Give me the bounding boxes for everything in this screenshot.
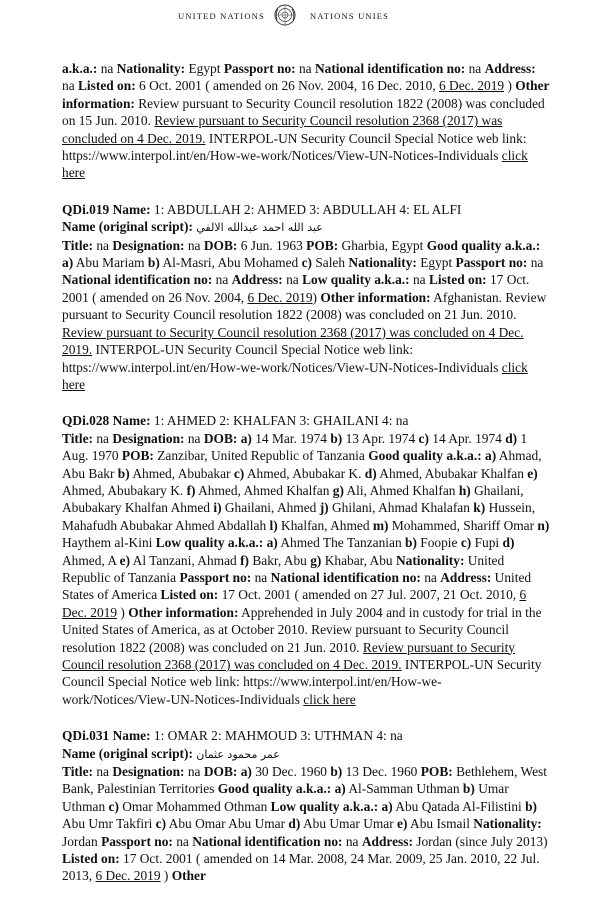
list-entry [62, 201, 550, 393]
alias-value: Hussein, Mahafudh Abubakar Ahmed Abdallah [62, 500, 536, 533]
alias-value: Al-Samman Uthman [345, 781, 463, 797]
original-script-name: عمر محمود عثمان [196, 747, 280, 761]
alias-key: h) [458, 482, 471, 498]
alias-value: Ahmed, Abubakar [129, 465, 234, 481]
alias-value: Khalfan, Ahmed [277, 517, 373, 533]
alias-key: l) [269, 517, 278, 533]
click-here-link[interactable]: click here [62, 359, 528, 392]
entry-ref: QDi.019 [62, 201, 110, 217]
click-here-link[interactable]: click here [303, 691, 356, 707]
alias-key: b) [405, 535, 417, 551]
alias-key: d) [364, 465, 377, 481]
list-entry [62, 60, 550, 182]
alias-value: Ghilani, Ahmad Khalafan [328, 500, 474, 516]
alias-value: Ahmed, Abubakar Khalfan [376, 465, 528, 481]
alias-value: Al Tanzani, Ahmad [130, 552, 241, 568]
alias-key: b) [525, 798, 538, 814]
alias-key: c) [155, 816, 167, 832]
alias-key: b) [462, 781, 475, 797]
alias-value: Khabar, Abu [321, 552, 396, 568]
amendment-date-link[interactable]: 6 Dec. 2019 [62, 587, 527, 620]
entry-ref: QDi.031 [62, 728, 110, 744]
alias-key: e) [119, 552, 131, 568]
alias-key: a) [266, 535, 278, 551]
page-header [0, 0, 600, 36]
original-script-name: عبد الله احمد عبدالله الالفي [196, 221, 323, 235]
alias-key: c) [233, 465, 245, 481]
alias-key: a) [485, 448, 497, 464]
alias-value: Abu Umar Umar [300, 816, 398, 832]
un-emblem-icon [273, 3, 297, 27]
alias-value: Ahmad, Abu Bakr [62, 448, 542, 481]
alias-value: Foopie [416, 535, 461, 551]
alias-value: Abu Umr Takfiri [62, 816, 156, 832]
alias-key: d) [288, 816, 301, 832]
list-entry [62, 412, 550, 708]
alias-value: Fupi [471, 535, 503, 551]
alias-value: Bakr, Abu [249, 552, 311, 568]
alias-value: Ahmed, A [62, 552, 120, 568]
entry-text: QDi.028 Name: 1: AHMED 2: KHALFAN 3: GHAILANI 4: na Title: na Designation: na DOB: a) 14 Mar. 1974 b) 13 Apr. 1974 c) 14 Apr. 1974 d) 1 Aug. 1970 POB: Zanzibar, United Republic of Tanzania Good quality a.k.a.: a) Ahmad, Abu Bakr b) Ahmed, Abubakar c) Ahmed, Abubakar K. d) Ahmed, Abubakar Khalfan e) Ahmed, Abubakary K. f) Ahmed, Ahmed Khalfan g) Ali, Ahmed Khalfan h) Ghailani, Abubakary Khalfan Ahmed i) Ghailani, Ahmed j) Ghilani, Ahmad Khalafan k) Hussein, Mahafudh Abubakar Ahmed Abdallah l) Khalfan, Ahmed m) Mohammed, Shariff Omar n) Haythem al-Kini Low quality a.k.a.: a) Ahmed The Tanzanian b) Foopie c) Fupi d) Ahmed, A e) Al Tanzani, Ahmad f) Bakr, Abu g) Khabar, Abu Nationality: United Republic of Tanzania Passport no: na National identification no: na Address: United States of America Listed on: 17 Oct. 2001 ( amended on 27 Jul. 2007, 21 Oct. 2010, 6 Dec. 2019 ) Other information: Apprehended in July 2004 and in custody for trial in the United States of America, as at October 2010. Review pursuant to Security Council resolution 1822 (2008) was concluded on 21 Jun. 2010. Review pursuant to Security Council resolution 2368 (2017) was concluded on 4 Dec. 2019. INTERPOL-UN Security Council Special Notice web link: https://www.interpol.int/en/How-we-work/Notices/View-UN-Notices-Individuals click here [62, 413, 550, 707]
amendment-date-link[interactable]: 6 Dec. 2019 [439, 78, 505, 94]
header-right-text: NATIONS UNIES [310, 11, 390, 21]
amendment-date-link[interactable]: 6 Dec. 2019 [247, 289, 313, 305]
entry-text: QDi.019 Name: 1: ABDULLAH 2: AHMED 3: ABDULLAH 4: EL ALFI Name (original script): عبد الله احمد عبدالله الالفي Title: na Designation: na DOB: 6 Jun. 1963 POB: Gharbia, Egypt Good quality a.k.a.: a) Abu Mariam b) Al-Masri, Abu Mohamed c) Saleh Nationality: Egypt Passport no: na National identification no: na Address: na Low quality a.k.a.: na Listed on: 17 Oct. 2001 ( amended on 26 Nov. 2004, 6 Dec. 2019) Other information: Afghanistan. Review pursuant to Security Council resolution 1822 (2008) was concluded on 21 Jun. 2010. Review pursuant to Security Council resolution 2368 (2017) was concluded on 4 Dec. 2019. INTERPOL-UN Security Council Special Notice web link: https://www.interpol.int/en/How-we-work/Notices/View-UN-Notices-Individuals click here [62, 201, 547, 392]
alias-value: Ali, Ahmed Khalfan [343, 482, 459, 498]
alias-value: Umar Uthman [62, 781, 509, 814]
entry-text: a.k.a.: na Nationality: Egypt Passport no: na National identification no: na Address: na Listed on: 6 Oct. 2001 ( amended on 26 Nov. 2004, 16 Dec. 2010, 6 Dec. 2019 ) Other information: Review pursuant to Security Council resolution 1822 (2008) was concluded on 15 Jun. 2010. Review pursuant to Security Council resolution 2368 (2017) was concluded on 4 Dec. 2019. INTERPOL-UN Security Council Special Notice web link: https://www.interpol.int/en/How-we-work/Notices/View-UN-Notices-Individuals click here [62, 61, 550, 181]
alias-key: e) [397, 816, 408, 832]
list-entry [62, 727, 550, 885]
alias-key: i) [213, 500, 222, 516]
alias-key: j) [319, 500, 329, 516]
header-left-text: UNITED NATIONS [178, 11, 265, 21]
alias-value: Abu Omar Abu Umar [166, 816, 289, 832]
alias-value: Haythem al-Kini [62, 535, 156, 551]
review-link[interactable]: Review pursuant to Security Council resolution 2368 (2017) was concluded on 4 Dec. 2019. [62, 113, 503, 146]
alias-value: Omar Mohammed Othman [118, 798, 271, 814]
click-here-link[interactable]: click here [62, 148, 528, 181]
alias-key: c) [108, 798, 119, 814]
alias-key: c) [460, 535, 472, 551]
alias-value: Ghailani, Abubakary Khalfan Ahmed [62, 482, 524, 516]
entry-ref: QDi.028 [62, 413, 110, 429]
review-link[interactable]: Review pursuant to Security Council resolution 2368 (2017) was concluded on 4 Dec. 2019. [62, 324, 524, 358]
review-link[interactable]: Review pursuant to Security Council resolution 2368 (2017) was concluded on 4 Dec. 2019. [62, 639, 515, 672]
alias-key: g) [310, 552, 322, 568]
amendment-date-link[interactable]: 6 Dec. 2019 [95, 868, 161, 884]
alias-key: a) [334, 781, 346, 797]
alias-key: k) [473, 500, 486, 516]
alias-key: n) [537, 517, 550, 533]
alias-value: Ahmed, Abubakary K. [62, 482, 187, 498]
alias-key: b) [117, 465, 130, 481]
alias-value: Ghailani, Ahmed [221, 500, 320, 516]
alias-value: Ahmed, Ahmed Khalfan [195, 482, 333, 498]
entry-text: QDi.031 Name: 1: OMAR 2: MAHMOUD 3: UTHMAN 4: na Name (original script): عمر محمود عثمان Title: na Designation: na DOB: a) 30 Dec. 1960 b) 13 Dec. 1960 POB: Bethlehem, West Bank, Palestinian Territories Good quality a.k.a.: a) Al-Samman Uthman b) Umar Uthman c) Omar Mohammed Othman Low quality a.k.a.: a) Abu Qatada Al-Filistini b) Abu Umr Takfiri c) Abu Omar Abu Umar d) Abu Umar Umar e) Abu Ismail Nationality: Jordan Passport no: na National identification no: na Address: Jordan (since July 2013) Listed on: 17 Oct. 2001 ( amended on 14 Mar. 2008, 24 Mar. 2009, 25 Jan. 2010, 22 Jul. 2013, 6 Dec. 2019 ) Other [62, 728, 548, 884]
alias-key: a) [381, 798, 393, 814]
alias-key: g) [332, 482, 344, 498]
alias-key: d) [502, 535, 515, 551]
sanctions-list [62, 60, 550, 904]
alias-value: Abu Ismail [407, 816, 474, 832]
alias-key: f) [186, 482, 196, 498]
alias-key: e) [527, 465, 538, 481]
alias-value: Ahmed The Tanzanian [277, 535, 405, 551]
alias-key: f) [240, 552, 249, 568]
alias-value: Mohammed, Shariff Omar [388, 517, 538, 533]
alias-value: Ahmed, Abubakar K. [244, 465, 365, 481]
alias-key: m) [372, 517, 389, 533]
alias-value: Abu Qatada Al-Filistini [392, 798, 526, 814]
